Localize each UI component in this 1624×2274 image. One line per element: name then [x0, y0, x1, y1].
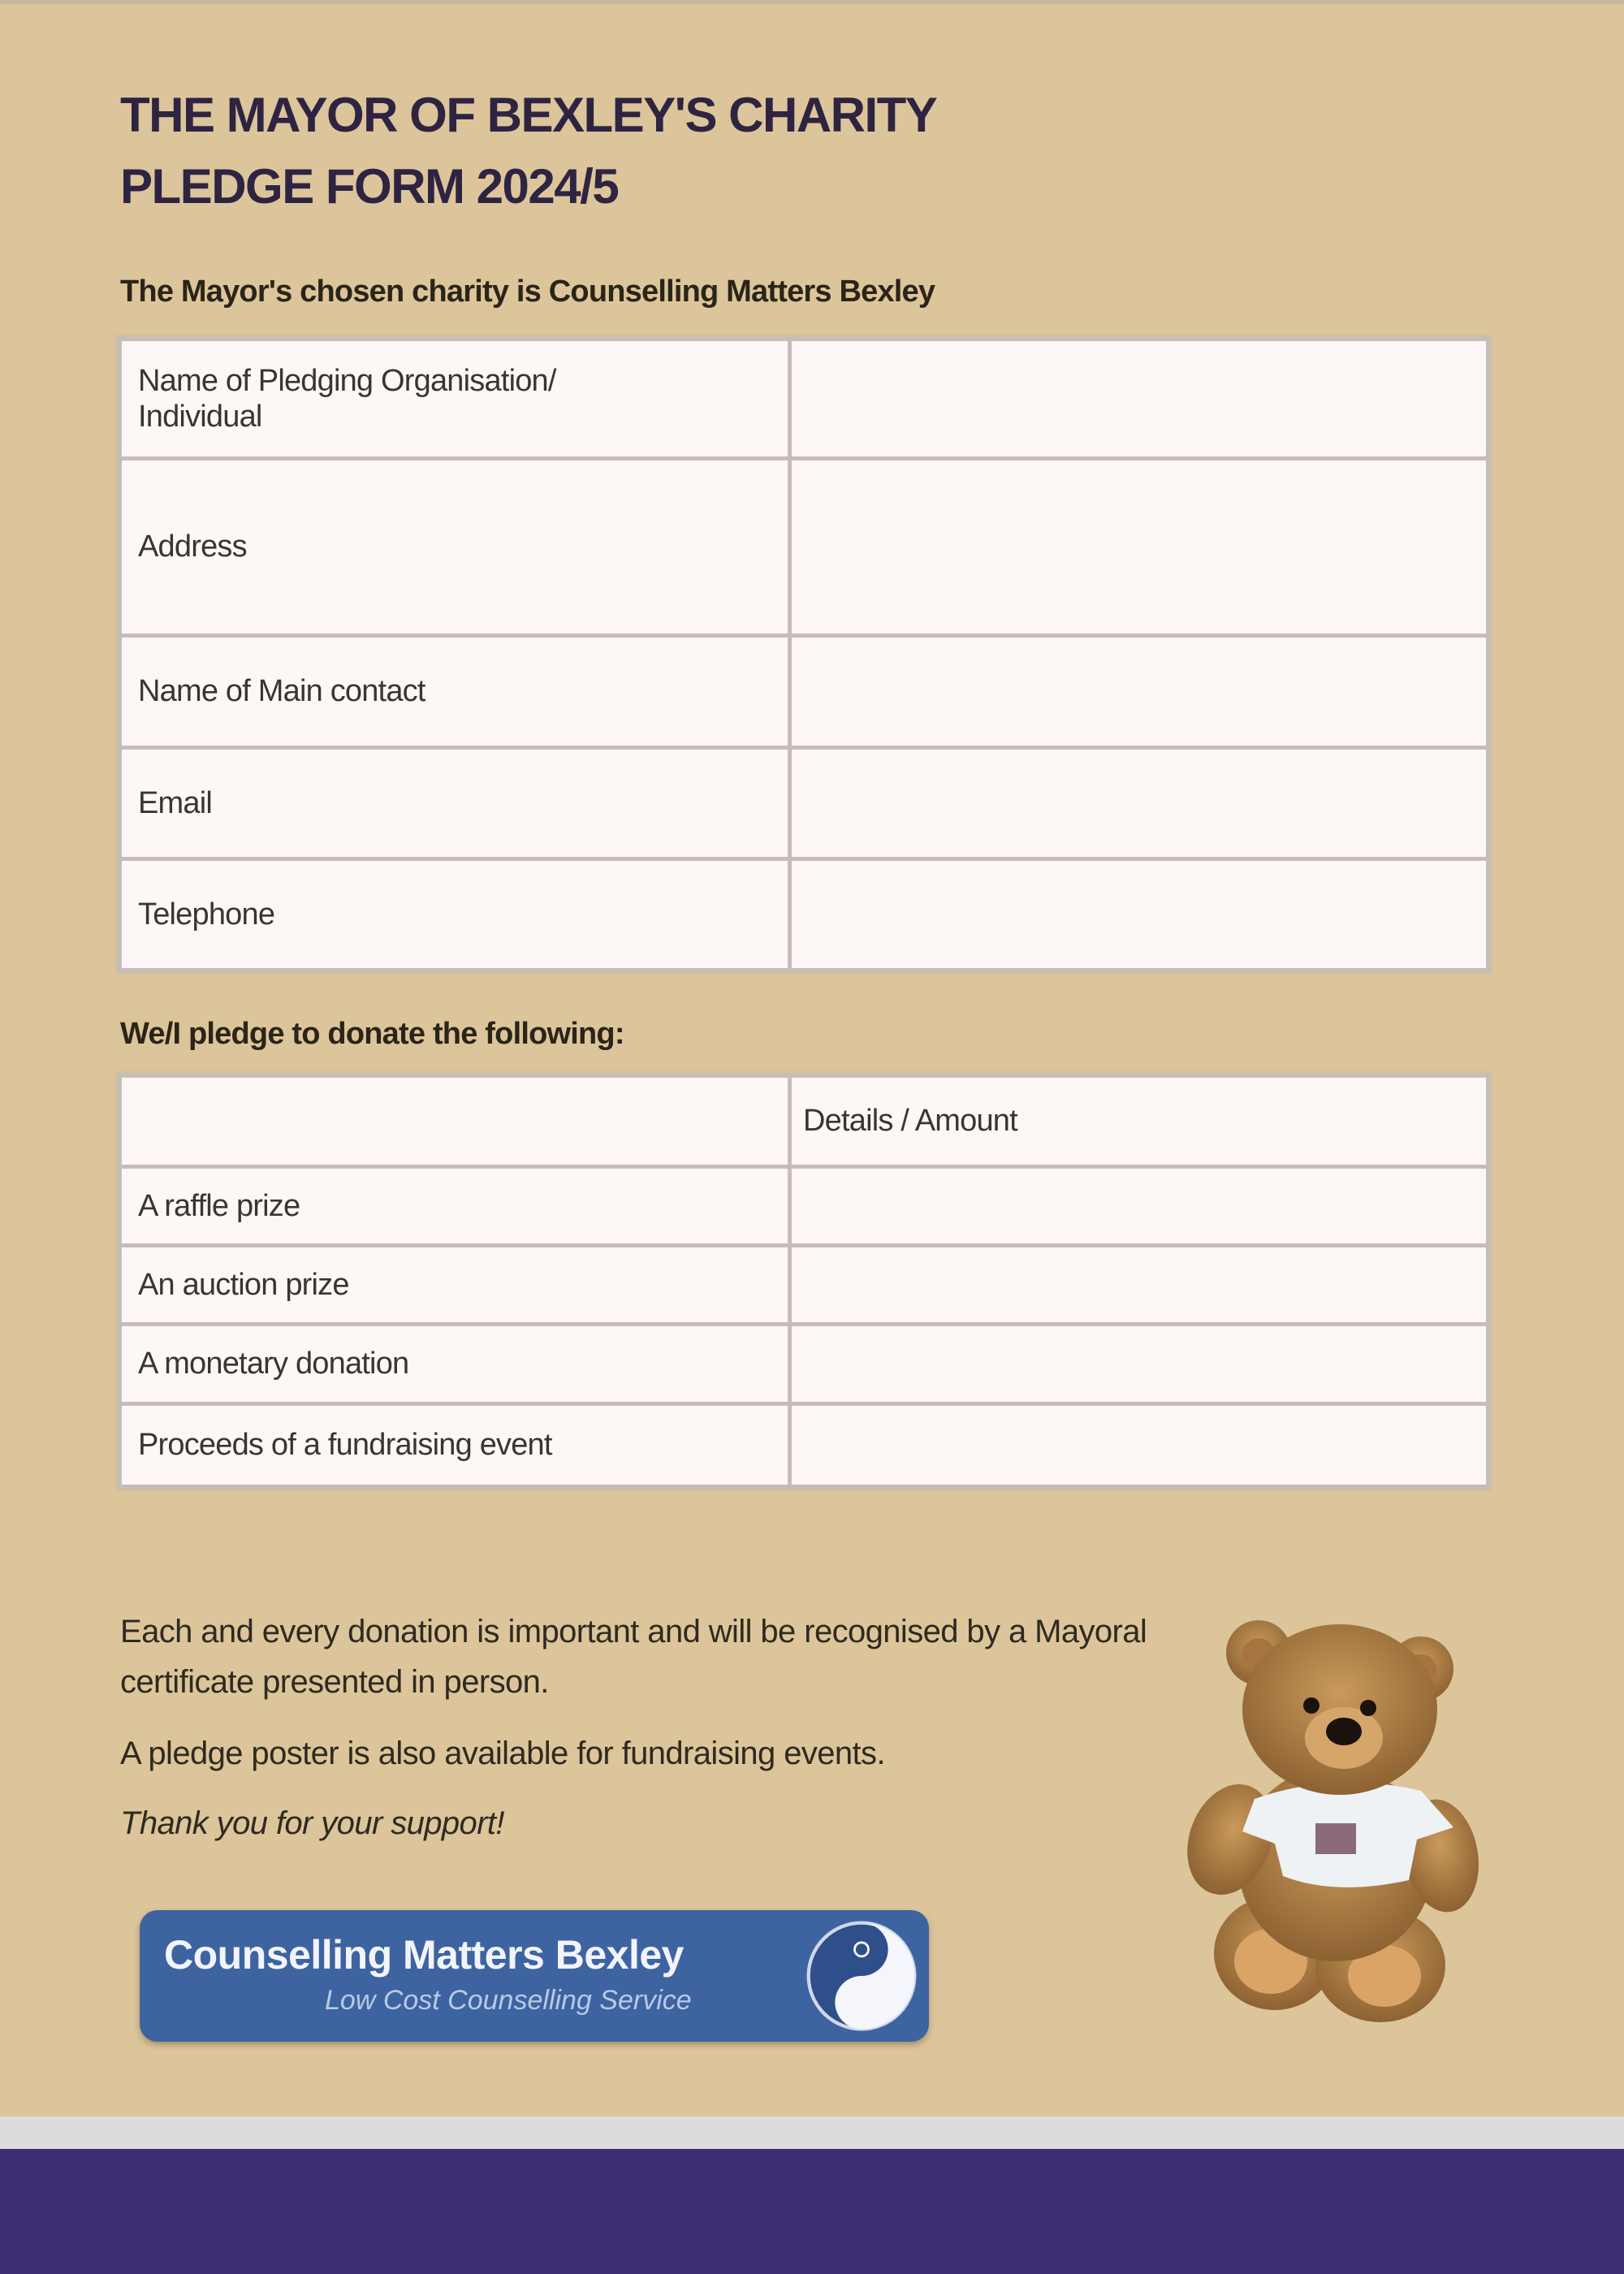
table-row [120, 1246, 1488, 1325]
monetary-donation-field[interactable] [790, 1325, 1488, 1404]
pledge-table [118, 1074, 1490, 1489]
header-cell-details: Details / Amount [790, 1076, 1488, 1167]
table-row [120, 1404, 1488, 1487]
address-field[interactable] [790, 459, 1488, 636]
raffle-prize-field[interactable] [790, 1167, 1488, 1246]
label-line: Name of Pledging Organisation/ [138, 364, 556, 398]
label-line: Individual [138, 400, 262, 434]
row-label-monetary: A monetary donation [120, 1325, 790, 1404]
main-contact-field[interactable] [790, 636, 1488, 748]
table-row [120, 1167, 1488, 1246]
title-line-2: PLEDGE FORM 2024/5 [120, 159, 619, 214]
donation-recognition-text: Each and every donation is important and will be recognised by a Mayoral certificate presented in person. [120, 1614, 1147, 1700]
logo-tagline: Low Cost Counselling Service [325, 1985, 692, 2016]
row-label-auction: An auction prize [120, 1246, 790, 1325]
table-row [120, 1325, 1488, 1404]
table-header-row [120, 1076, 1488, 1167]
chosen-charity-text: The Mayor's chosen charity is Counselling Matters Bexley [120, 275, 935, 309]
row-label-raffle: A raffle prize [120, 1167, 790, 1246]
auction-prize-field[interactable] [790, 1246, 1488, 1325]
fundraising-event-field[interactable] [790, 1404, 1488, 1487]
email-field[interactable] [790, 748, 1488, 859]
row-label-main-contact: Name of Main contact [120, 636, 790, 748]
organisation-field[interactable] [790, 339, 1488, 459]
table-row [120, 859, 1488, 971]
logo-name: Counselling Matters Bexley [164, 1932, 684, 1978]
pledge-poster-text: A pledge poster is also available for fundraising events. [120, 1736, 885, 1771]
thank-you-text: Thank you for your support! [120, 1805, 504, 1841]
header-cell-empty [120, 1076, 790, 1167]
table-row [120, 748, 1488, 859]
table-row [120, 459, 1488, 636]
row-label-email: Email [120, 748, 790, 859]
teddy-bear-icon [1177, 1604, 1494, 2026]
pledge-heading: We/I pledge to donate the following: [120, 1017, 624, 1051]
title-line-1: THE MAYOR OF BEXLEY'S CHARITY [120, 88, 937, 142]
yin-yang-icon [804, 1918, 919, 2034]
table-row [120, 636, 1488, 748]
footer-gray-band [0, 2116, 1624, 2149]
row-label-fundraising: Proceeds of a fundraising event [120, 1404, 790, 1487]
details-table [118, 337, 1490, 972]
table-row [120, 339, 1488, 459]
telephone-field[interactable] [790, 859, 1488, 971]
row-label-organisation [120, 339, 790, 459]
top-edge-line [0, 0, 1624, 4]
row-label-telephone: Telephone [120, 859, 790, 971]
footer-purple-band [0, 2149, 1624, 2274]
page-title [120, 80, 936, 223]
row-label-address: Address [120, 459, 790, 636]
counselling-matters-logo [140, 1910, 929, 2042]
